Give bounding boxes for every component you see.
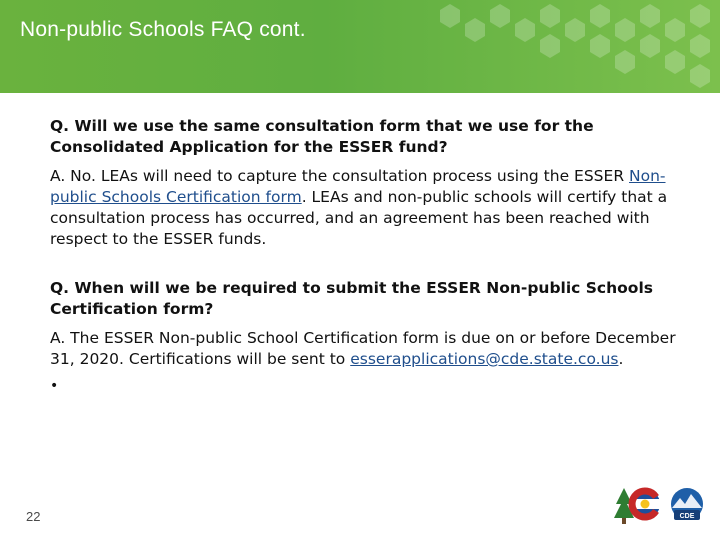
hexagon-pattern-decoration — [420, 0, 720, 93]
faq-item-submission-date — [50, 278, 690, 397]
header-banner — [0, 0, 720, 93]
faq-answer-2 — [50, 328, 690, 370]
faq-question-1: Q. Will we use the same consultation form that we use for the Consolidated Application for the ESSER fund? — [50, 117, 594, 156]
faq-answer-1-text-end: . LEAs and non-public schools will certify that a consultation process has occurred, and an agreement has been reached with respect to the ESSER funds. — [50, 188, 668, 248]
certification-form-link[interactable]: Non-public Schools Certification form — [50, 167, 666, 206]
faq-answer-1-text-start: A. No. LEAs will need to capture the consultation process using the ESSER — [50, 167, 630, 185]
colorado-logo-icon — [612, 484, 662, 526]
faq-answer-1 — [50, 166, 690, 250]
empty-bullet-point: • — [50, 378, 59, 394]
page-number: 22 — [26, 509, 41, 524]
faq-content — [50, 116, 690, 397]
esser-email-link[interactable]: esserapplications@cde.state.co.us — [350, 350, 619, 368]
faq-item-consultation-form — [50, 116, 690, 250]
faq-answer-2-text-end: . — [618, 350, 624, 368]
faq-question-2: Q. When will we be required to submit the ESSER Non-public Schools Certification form? — [50, 279, 653, 318]
faq-answer-2-text-start: A. The ESSER Non-public School Certification form is due on or before December 31, 2020. Certifications will be sent to — [50, 329, 676, 368]
page-title: Non-public Schools FAQ cont. — [20, 18, 306, 41]
cde-logo-text: CDE — [679, 513, 695, 520]
cde-logo-icon — [666, 486, 708, 526]
